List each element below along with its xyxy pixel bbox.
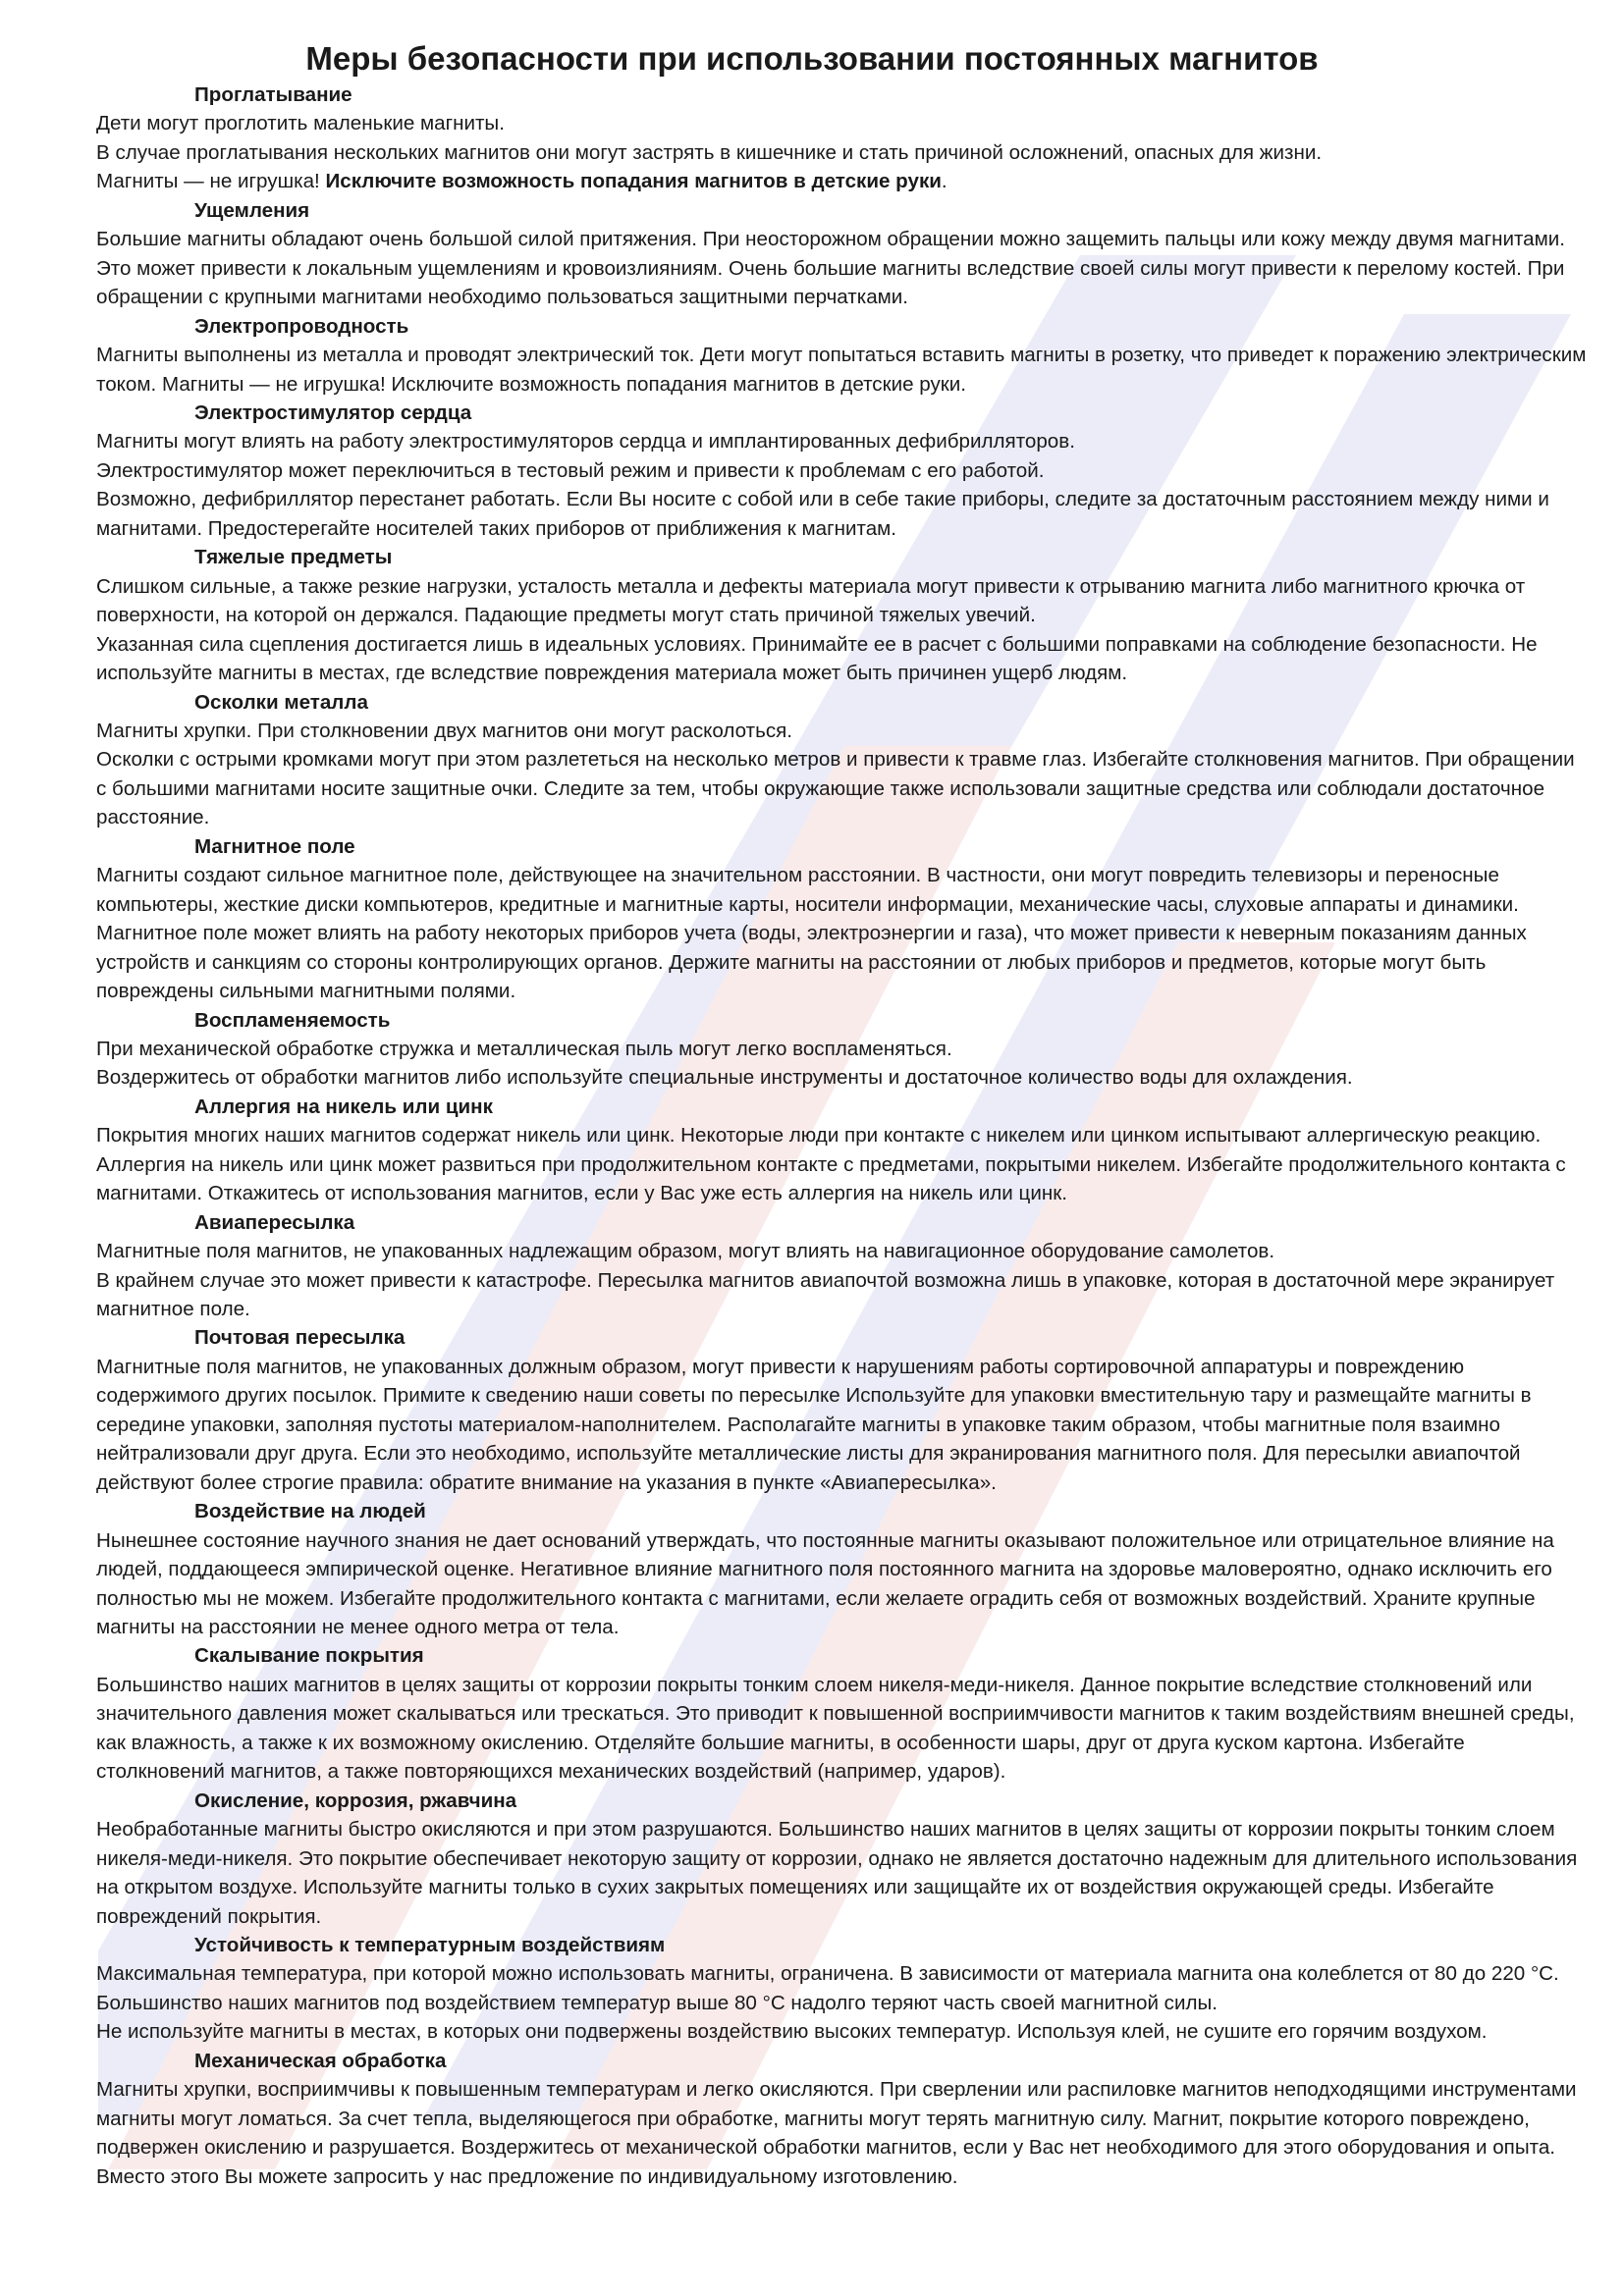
paragraph: Не используйте магниты в местах, в которых они подвержены воздействию высоких температур. Используя клей, не сушите его горячим воздухом. [96,2020,1488,2044]
section-heading: Устойчивость к температурным воздействиям [194,1934,666,1956]
paragraph: Магниты могут влиять на работу электростимуляторов сердца и имплантированных дефибрилляторов. [96,430,1075,454]
paragraph: Нынешнее состояние научного знания не дает оснований утверждать, что постоянные магниты оказывают положительное или отрицательное влияние на людей, поддающееся эмпирической оценке. Негативное влияние магнитного поля постоянного магнита на здоровье маловероятно, однако исключить его полностью мы не можем. Избегайте продолжительного контакта с магнитами, если желаете оградить себя от возможных воздействий. Храните крупные магниты на расстоянии не менее одного метра от тела. [96,1528,1554,1639]
section-heading: Электростимулятор сердца [194,400,472,424]
section-nickel-allergy [96,1093,1589,1208]
paragraph: Электростимулятор может переключиться в тестовый режим и привести к проблемам с его работой. [96,458,1045,482]
paragraph: Магниты создают сильное магнитное поле, действующее на значительном расстоянии. В частности, они могут повредить телевизоры и переносные компьютеры, жесткие диски компьютеров, кредитные и магнитные карты, носители информации, механические часы, слуховые аппараты и динамики. Магнитное поле может влиять на работу некоторых приборов учета (воды, электроэнергии и газа), что может привести к неверным показаниям данных устройств и санкциям со стороны контролирующих органов. Держите магниты на расстоянии от любых приборов и предметов, которые могут быть повреждены сильными магнитными полями. [96,864,1527,1003]
paragraph [96,167,1589,195]
section-heading: Авиапересылка [194,1210,355,1234]
section-heading: Осколки металла [194,690,368,714]
section-temperature [96,1931,1589,2047]
paragraph: Большие магниты обладают очень большой силой притяжения. При неосторожном обращении можно защемить пальцы или кожу между двумя магнитами. Это может привести к локальным ущемлениям и кровоизлияниям. Очень большие магниты вследствие своей силы могут привести к перелому костей. При обращении с крупными магнитами необходимо пользоваться защитными перчатками. [96,228,1566,309]
page-title: Меры безопасности при использовании постоянных магнитов [305,40,1319,77]
section-heading: Почтовая пересылка [194,1326,406,1350]
section-heading: Тяжелые предметы [194,546,393,569]
section-heading: Воспламеняемость [194,1008,391,1032]
section-pacemaker [96,399,1589,543]
document-body [96,80,1589,2191]
paragraph: Магниты выполнены из металла и проводят электрический ток. Дети могут попытаться вставить магниты в розетку, что приведет к поражению электрическим током. Магниты — не игрушка! Исключите возможность попадания магнитов в детские руки. [96,344,1587,396]
paragraph: Магнитные поля магнитов, не упакованных надлежащим образом, могут влиять на навигационное оборудование самолетов. [96,1240,1275,1263]
section-heading: Магнитное поле [194,834,355,858]
section-pinching [96,196,1589,312]
paragraph: Большинство наших магнитов в целях защиты от коррозии покрыты тонким слоем никеля-меди-никеля. Данное покрытие вследствие столкновений или значительного давления может скалываться или трескаться. Это приводит к повышенной восприимчивости магнитов к таким воздействиям внешней среды, как влажность, а также к их возможному окислению. Отделяйте большие магниты, в особенности шары, друг от друга куском картона. Избегайте столкновений магнитов, а также повторяющихся механических воздействий (например, ударов). [96,1673,1575,1784]
section-machining [96,2047,1589,2191]
bold-warning: Исключите возможность попадания магнитов в детские руки [325,170,942,193]
paragraph: Покрытия многих наших магнитов содержат никель или цинк. Некоторые люди при контакте с никелем или цинком испытывают аллергическую реакцию. Аллергия на никель или цинк может развиться при продолжительном контакте с предметами, покрытыми никелем. Избегайте продолжительного контакта с магнитами. Откажитесь от использования магнитов, если у Вас уже есть аллергия на никель или цинк. [96,1124,1566,1205]
paragraph: Максимальная температура, при которой можно использовать магниты, ограничена. В зависимости от материала магнита она колеблется от 80 до 220 °C. Большинство наших магнитов под воздействием температур выше 80 °C надолго теряют часть своей магнитной силы. [96,1962,1559,2014]
paragraph: Возможно, дефибриллятор перестанет работать. Если Вы носите с собой или в себе такие приборы, следите за достаточным расстоянием между ними и магнитами. Предостерегайте носителей таких приборов от приближения к магнитам. [96,488,1549,540]
paragraph: Воздержитесь от обработки магнитов либо используйте специальные инструменты и достаточное количество воды для охлаждения. [96,1066,1353,1090]
section-oxidation [96,1787,1589,1931]
section-magnetic-field [96,832,1589,1006]
paragraph: Магнитные поля магнитов, не упакованных должным образом, могут привести к нарушениям работы сортировочной аппаратуры и повреждению содержимого других посылок. Примите к сведению наши советы по пересылке Используйте для упаковки вместительную тару и размещайте магниты в середине упаковки, заполняя пустоты материалом-наполнителем. Располагайте магниты в упаковке таким образом, чтобы магнитные поля взаимно нейтрализовали друг друга. Если это необходимо, используйте металлические листы для экранирования магнитного поля. Для пересылки авиапочтой действуют более строгие правила: обратите внимание на указания в пункте «Авиапересылка». [96,1355,1532,1494]
section-flammability [96,1006,1589,1093]
paragraph: Дети могут проглотить маленькие магниты. [96,112,505,135]
paragraph: В крайнем случае это может привести к катастрофе. Пересылка магнитов авиапочтой возможна лишь в упаковке, которая в достаточной мере экранирует магнитное поле. [96,1268,1555,1321]
section-conductivity [96,312,1589,399]
section-heading: Механическая обработка [194,2049,447,2072]
paragraph-text: Магниты — не игрушка! [96,170,326,193]
paragraph: В случае проглатывания нескольких магнитов они могут застрять в кишечнике и стать причиной осложнений, опасных для жизни. [96,140,1323,164]
paragraph: При механической обработке стружка и металлическая пыль могут легко воспламеняться. [96,1037,952,1060]
section-effect-on-people [96,1497,1589,1641]
section-postal-shipping [96,1323,1589,1497]
paragraph: Магниты хрупки. При столкновении двух магнитов они могут расколоться. [96,719,792,742]
section-heading: Окисление, коррозия, ржавчина [194,1789,517,1812]
section-metal-splinters [96,688,1589,832]
section-heading: Электропроводность [194,314,409,338]
paragraph: Слишком сильные, а также резкие нагрузки, усталость металла и дефекты материала могут привести к отрыванию магнита либо магнитного крючка от поверхности, на которой он держался. Падающие предметы могут стать причиной тяжелых увечий. [96,574,1526,627]
section-heavy-objects [96,543,1589,687]
section-air-freight [96,1208,1589,1324]
paragraph: Магниты хрупки, восприимчивы к повышенным температурам и легко окисляются. При сверлении или распиловке магнитов неподходящими инструментами магниты могут ломаться. За счет тепла, выделяющегося при обработке, магниты могут терять магнитную силу. Магнит, покрытие которого повреждено, подвержен окислению и разрушается. Воздержитесь от механической обработки магнитов, если у Вас нет необходимого для этого оборудования и опыта. Вместо этого Вы можете запросить у нас предложение по индивидуальному изготовлению. [96,2078,1577,2188]
section-swallowing [96,80,1589,196]
section-heading: Проглатывание [194,83,352,106]
section-heading: Воздействие на людей [194,1500,426,1523]
section-heading: Ущемления [194,198,310,222]
section-coating-chipping [96,1641,1589,1786]
section-heading: Скалывание покрытия [194,1644,424,1668]
paragraph: Необработанные магниты быстро окисляются и при этом разрушаются. Большинство наших магнитов в целях защиты от коррозии покрыты тонким слоем никеля-меди-никеля. Это покрытие обеспечивает некоторую защиту от коррозии, однако не является достаточно надежным для длительного использования на открытом воздухе. Используйте магниты только в сухих закрытых помещениях или защищайте их от воздействия окружающей среды. Избегайте повреждений покрытия. [96,1818,1578,1928]
paragraph-text: . [941,170,947,193]
paragraph: Осколки с острыми кромками могут при этом разлететься на несколько метров и привести к травме глаз. Избегайте столкновения магнитов. При обращении с большими магнитами носите защитные очки. Следите за тем, чтобы окружающие также использовали защитные средства или соблюдали достаточное расстояние. [96,748,1575,829]
section-heading: Аллергия на никель или цинк [194,1095,493,1118]
paragraph: Указанная сила сцепления достигается лишь в идеальных условиях. Принимайте ее в расчет с большими поправками на соблюдение безопасности. Не используйте магниты в местах, где вследствие повреждения материала может быть причинен ущерб людям. [96,632,1538,685]
